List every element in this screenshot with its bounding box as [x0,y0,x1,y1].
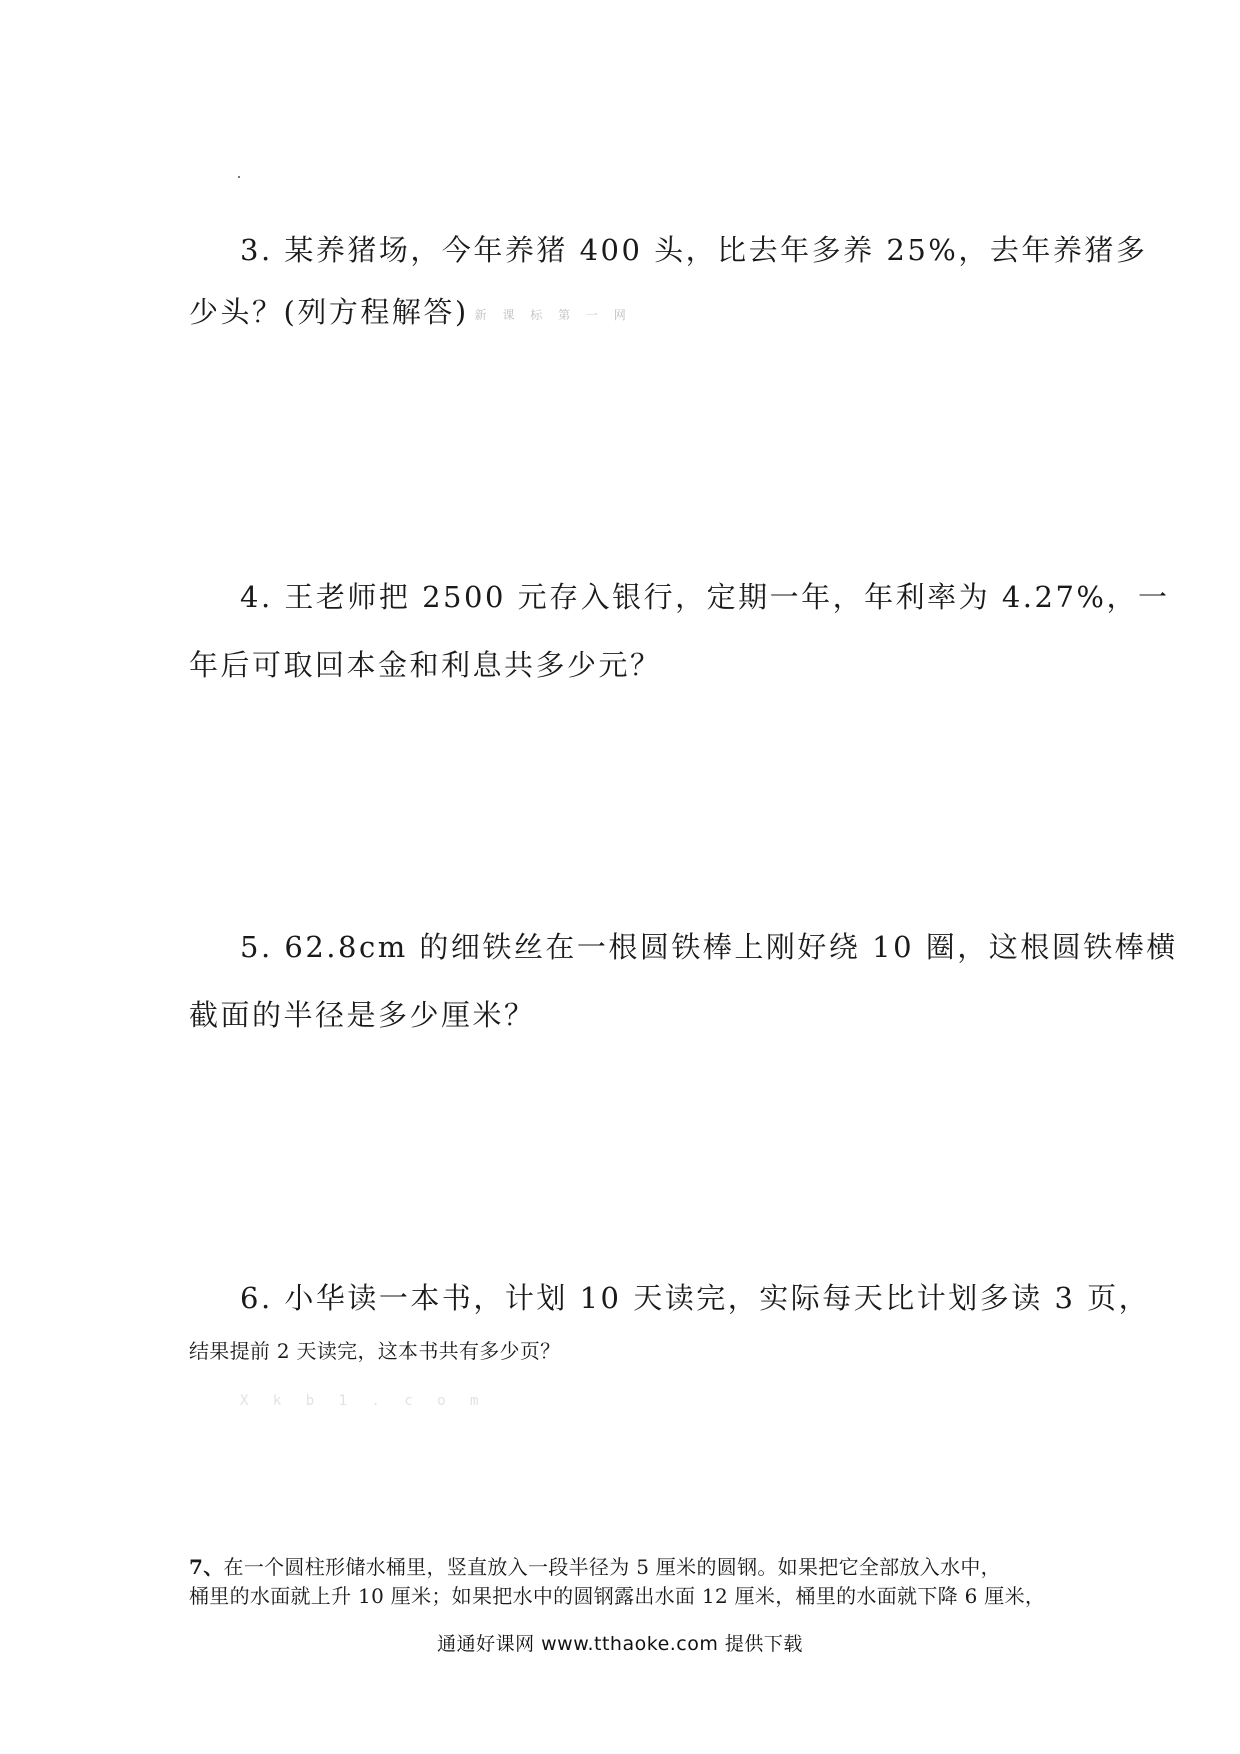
problem-7-number: 7、 [189,1555,224,1579]
problem-4-line-1: 4. 王老师把 2500 元存入银行，定期一年，年利率为 4.27%，一 [240,580,1170,614]
problem-7-line-1-text: 在一个圆柱形储水桶里，竖直放入一段半径为 5 厘米的圆钢。如果把它全部放入水中， [223,1555,1001,1579]
problem-3-line-1: 3. 某养猪场，今年养猪 400 头，比去年多养 25%，去年养猪多 [240,233,1148,267]
problem-5-line-2: 截面的半径是多少厘米？ [189,998,536,1032]
problem-5-line-1: 5. 62.8cm 的细铁丝在一根圆铁棒上刚好绕 10 圈，这根圆铁棒横 [240,930,1178,964]
problem-3-line-2-text: 少头？(列方程解答) [189,295,469,329]
problem-6-line-1: 6. 小华读一本书，计划 10 天读完，实际每天比计划多读 3 页， [240,1281,1151,1315]
watermark-inline: 新 课 标 第 一 网 [474,307,632,322]
scan-speck [238,176,240,178]
problem-7-line-1 [189,1551,1001,1580]
problem-3-line-2 [189,290,632,331]
problem-4-line-2: 年后可取回本金和利息共多少元？ [189,648,662,682]
problem-7-line-2: 桶里的水面就上升 10 厘米；如果把水中的圆钢露出水面 12 厘米，桶里的水面就下降 6 厘米， [189,1584,1046,1608]
page-footer: 通通好课网 www.tthaoke.com 提供下载 [437,1633,803,1655]
watermark-faint: X k b 1 . c o m [240,1393,487,1409]
problem-6-line-2: 结果提前 2 天读完，这本书共有多少页？ [189,1339,561,1363]
